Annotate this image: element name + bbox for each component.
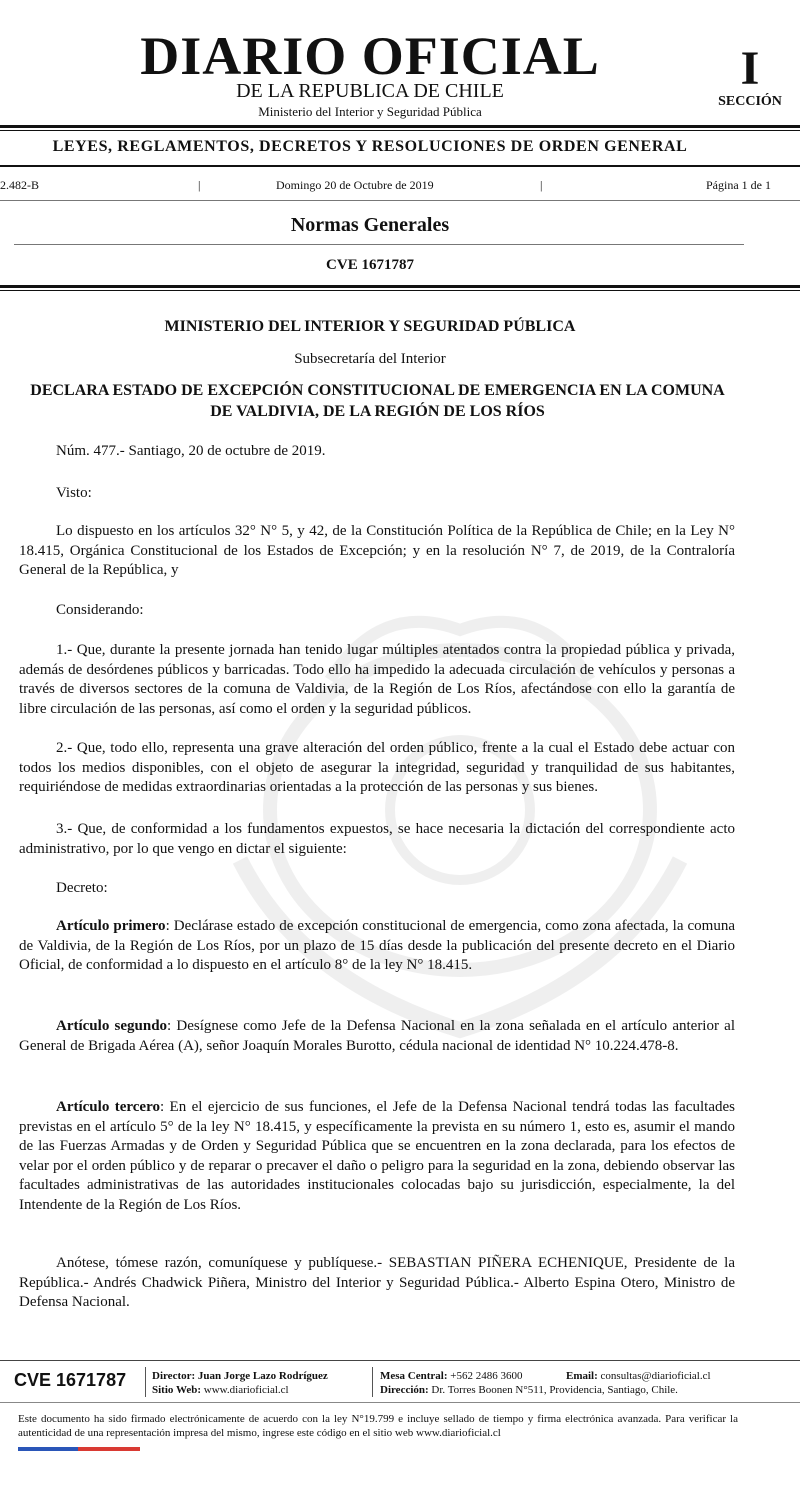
article-second bbox=[19, 1017, 735, 1056]
considerando-1: 1.- Que, durante la presente jornada han tenido lugar múltiples atentados contra la propiedad pública y privada, además de desórdenes públicos y barricadas. Todo ello ha impedido la adecuada circulación de vehículos y personas a través de diversos sectores de la comuna de Valdivia, de la Región de Los Ríos, afectándose con ello la garantía de libre circulación de las personas, así como el orden y la seguridad públicos. bbox=[19, 642, 735, 717]
article-second-label: Artículo segundo bbox=[56, 1018, 168, 1034]
footer-website[interactable]: Sitio Web: www.diarioficial.cl bbox=[152, 1384, 289, 1396]
flag-stripe-blue bbox=[18, 1447, 78, 1451]
divider bbox=[0, 285, 800, 288]
masthead-title: DIARIO OFICIAL bbox=[140, 26, 600, 86]
footer-phone: Mesa Central: +562 2486 3600 bbox=[380, 1370, 523, 1382]
page-indicator: Página 1 de 1 bbox=[706, 178, 771, 192]
considerando-2: 2.- Que, todo ello, representa una grave alteración del orden público, frente a la cual el Estado debe actuar con todos los medios disponibles, con el objeto de asegurar la integridad, seguridad y tranquilidad de sus habitantes, requiriéndose de medidas extraordinarias orientadas a la protección de las personas y sus bienes. bbox=[19, 740, 735, 795]
article-first-text: : Declárase estado de excepción constitucional de emergencia, como zona afectada, la comuna de Valdivia, de la Región de Los Ríos, por un plazo de 15 días desde la publicación del presente decreto en el Diario Oficial, de conformidad a lo dispuesto en el artículo 8° de la ley N° 18.415. bbox=[19, 918, 735, 973]
masthead-subtitle: DE LA REPUBLICA DE CHILE bbox=[236, 80, 504, 102]
footer-email[interactable]: Email: consultas@diarioficial.cl bbox=[566, 1370, 711, 1382]
divider bbox=[0, 165, 800, 167]
footer-divider bbox=[0, 1360, 800, 1361]
decreto-heading: Decreto: bbox=[56, 880, 108, 896]
ref-separator: | bbox=[540, 178, 543, 192]
article-first bbox=[19, 917, 735, 976]
divider bbox=[0, 290, 800, 291]
footer-director: Director: Juan Jorge Lazo Rodríguez bbox=[152, 1370, 328, 1382]
cve-heading: CVE 1671787 bbox=[326, 257, 414, 273]
visto-heading: Visto: bbox=[56, 485, 92, 501]
edition-number: 2.482-B bbox=[0, 178, 39, 192]
footer-separator bbox=[145, 1367, 146, 1397]
article-third-text: : En el ejercicio de sus funciones, el Jefe de la Defensa Nacional tendrá todas las facultades previstas en el artículo 5° de la ley N° 18.415, y específicamente la prevista en su número 1, esto es, asumir el mando de las Fuerzas Armadas y de Orden y Seguridad Pública que se encuentren en la zona declarada, para los efectos de velar por el orden público y de reparar o precaver el daño o peligro para la seguridad en la zona, debiendo observar las facultades administrativas de las autoridades institucionales colocadas bajo su jurisdicción, especialmente, la del Intendente de la Región de Los Ríos. bbox=[19, 1099, 735, 1213]
ministry-title: MINISTERIO DEL INTERIOR Y SEGURIDAD PÚBLICA bbox=[164, 318, 576, 335]
considerando-heading: Considerando: bbox=[56, 602, 144, 618]
footer-divider bbox=[0, 1402, 800, 1403]
flag-stripe-red bbox=[78, 1447, 140, 1451]
divider bbox=[14, 244, 744, 245]
section-label: SECCIÓN bbox=[718, 94, 782, 109]
section-number: I bbox=[740, 42, 760, 95]
divider bbox=[0, 125, 800, 128]
section-heading: Normas Generales bbox=[290, 214, 450, 236]
article-third bbox=[19, 1098, 735, 1215]
footer-separator bbox=[372, 1367, 373, 1397]
masthead-ministry: Ministerio del Interior y Seguridad Pública bbox=[258, 104, 482, 119]
divider bbox=[0, 130, 800, 131]
subsecretaria: Subsecretaría del Interior bbox=[294, 351, 446, 367]
category-heading: LEYES, REGLAMENTOS, DECRETOS Y RESOLUCIONES DE ORDEN GENERAL bbox=[52, 138, 688, 155]
article-third-label: Artículo tercero bbox=[56, 1099, 160, 1115]
edition-date: Domingo 20 de Octubre de 2019 bbox=[276, 178, 434, 192]
footer-cve: CVE 1671787 bbox=[14, 1370, 127, 1390]
signatures-paragraph: Anótese, tómese razón, comuníquese y publíquese.- SEBASTIAN PIÑERA ECHENIQUE, Presidente de la República.- Andrés Chadwick Piñera, Ministro del Interior y Seguridad Pública.- Alberto Espina Otero, Ministro de Defensa Nacional. bbox=[19, 1255, 735, 1310]
article-first-label: Artículo primero bbox=[56, 918, 166, 934]
article-second-text: : Desígnese como Jefe de la Defensa Nacional en la zona señalada en el artículo anterior al General de Brigada Aérea (A), señor Joaquín Morales Burotto, cédula nacional de identidad N° 10.224.478-8. bbox=[19, 1018, 735, 1054]
ref-separator: | bbox=[198, 178, 201, 192]
footer-legal-notice: Este documento ha sido firmado electrónicamente de acuerdo con la ley N°19.799 e incluye sellado de tiempo y firma electrónica avanzada. Para verificar la autenticidad de una representación impresa del mismo, ingrese este código en el sitio web www.diarioficial.cl bbox=[18, 1413, 738, 1439]
considerando-3: 3.- Que, de conformidad a los fundamentos expuestos, se hace necesaria la dictación del correspondiente acto administrativo, por lo que vengo en dictar el siguiente: bbox=[19, 821, 735, 857]
visto-paragraph: Lo dispuesto en los artículos 32° N° 5, y 42, de la Constitución Política de la República de Chile; en la Ley N° 18.415, Orgánica Constitucional de los Estados de Excepción; y en la resolución N° 7, de 2019, de la Contraloría General de la República, y bbox=[19, 523, 735, 578]
decree-number: Núm. 477.- Santiago, 20 de octubre de 2019. bbox=[56, 443, 326, 459]
decree-title: DECLARA ESTADO DE EXCEPCIÓN CONSTITUCIONAL DE EMERGENCIA EN LA COMUNA DE VALDIVIA, DE LA REGIÓN DE LOS RÍOS bbox=[30, 382, 725, 420]
footer-address: Dirección: Dr. Torres Boonen N°511, Providencia, Santiago, Chile. bbox=[380, 1384, 678, 1396]
divider bbox=[0, 200, 800, 201]
